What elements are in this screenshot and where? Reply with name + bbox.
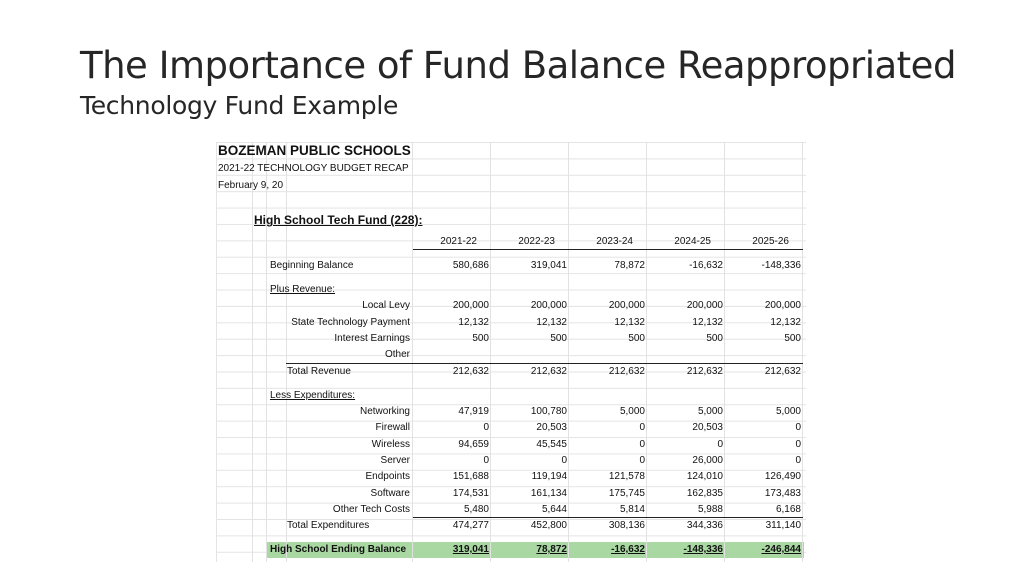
expenditure-item-label: Wireless	[371, 439, 410, 450]
grid-line	[490, 142, 491, 562]
expenditure-item-value: 151,688	[452, 471, 489, 482]
expenditure-item-value: 0	[483, 455, 489, 466]
expenditure-item-value: 173,483	[764, 488, 801, 499]
fund-title: High School Tech Fund (228):	[254, 213, 423, 227]
total-revenue-label: Total Revenue	[287, 366, 351, 377]
total-expenditures-rule	[413, 517, 803, 518]
expenditure-item-value: 0	[483, 422, 489, 433]
revenue-item-value: 200,000	[686, 300, 723, 311]
total-expenditures-value: 311,140	[765, 520, 801, 531]
year-header: 2022-23	[518, 236, 555, 247]
expenditure-item-value: 174,531	[452, 488, 489, 499]
expenditure-item-value: 5,814	[619, 504, 645, 515]
grid-line	[252, 142, 253, 562]
expenditure-item-value: 0	[795, 439, 801, 450]
grid-line	[724, 142, 725, 562]
grid-line	[266, 142, 267, 562]
expenditure-item-value: 0	[561, 455, 567, 466]
expenditure-item-value: 45,545	[536, 439, 567, 450]
revenue-item-value: 500	[472, 333, 489, 344]
revenue-item-value: 200,000	[530, 300, 567, 311]
slide-title: The Importance of Fund Balance Reappropriated	[80, 44, 956, 87]
header-underline	[413, 249, 803, 250]
revenue-item-label: State Technology Payment	[291, 317, 410, 328]
expenditure-item-value: 5,480	[463, 504, 489, 515]
revenue-item-value: 12,132	[536, 317, 567, 328]
report-date: February 9, 20	[218, 180, 284, 191]
expenditure-item-value: 26,000	[692, 455, 723, 466]
expenditure-item-value: 5,644	[541, 504, 567, 515]
expenditure-item-label: Other Tech Costs	[332, 504, 410, 515]
total-expenditures-value: 474,277	[452, 520, 489, 531]
plus-revenue-label: Plus Revenue:	[270, 284, 336, 295]
less-expenditures-label: Less Expenditures:	[270, 390, 356, 401]
revenue-item-value: 500	[550, 333, 567, 344]
total-expenditures-value: 452,800	[530, 520, 567, 531]
year-header: 2023-24	[596, 236, 633, 247]
beginning-balance-label: Beginning Balance	[270, 260, 354, 271]
revenue-item-value: 12,132	[770, 317, 801, 328]
expenditure-item-value: 161,134	[530, 488, 567, 499]
revenue-item-label: Interest Earnings	[334, 333, 410, 344]
total-expenditures-value: 308,136	[608, 520, 645, 531]
total-revenue-value: 212,632	[452, 366, 489, 377]
expenditure-item-value: 5,988	[697, 504, 723, 515]
total-revenue-rule	[286, 363, 803, 364]
expenditure-item-value: 0	[639, 439, 645, 450]
expenditure-item-value: 175,745	[608, 488, 645, 499]
expenditure-item-value: 0	[717, 439, 723, 450]
ending-balance-value: 78,872	[536, 544, 567, 555]
expenditure-item-value: 0	[795, 422, 801, 433]
total-revenue-value: 212,632	[608, 366, 645, 377]
expenditure-item-label: Firewall	[375, 422, 410, 433]
revenue-item-value: 12,132	[614, 317, 645, 328]
beginning-balance-value: 78,872	[614, 260, 645, 271]
expenditure-item-value: 0	[639, 422, 645, 433]
expenditure-item-value: 20,503	[692, 422, 723, 433]
expenditure-item-value: 162,835	[686, 488, 723, 499]
report-title: 2021-22 TECHNOLOGY BUDGET RECAP	[218, 163, 409, 174]
expenditure-item-value: 6,168	[775, 504, 801, 515]
spreadsheet-image	[216, 142, 806, 562]
total-revenue-value: 212,632	[530, 366, 567, 377]
org-name: BOZEMAN PUBLIC SCHOOLS	[218, 143, 411, 158]
grid-line	[568, 142, 569, 562]
expenditure-item-value: 20,503	[536, 422, 567, 433]
expenditure-item-value: 5,000	[775, 406, 801, 417]
grid-line	[646, 142, 647, 562]
ending-balance-value: -246,844	[761, 544, 801, 555]
expenditure-item-label: Server	[380, 455, 410, 466]
year-header: 2024-25	[674, 236, 711, 247]
expenditure-item-label: Endpoints	[365, 471, 410, 482]
expenditure-item-value: 126,490	[764, 471, 801, 482]
revenue-item-label: Local Levy	[362, 300, 410, 311]
beginning-balance-value: -148,336	[761, 260, 801, 271]
expenditure-item-value: 124,010	[686, 471, 723, 482]
expenditure-item-label: Networking	[359, 406, 410, 417]
year-header: 2025-26	[752, 236, 789, 247]
expenditure-item-value: 5,000	[697, 406, 723, 417]
expenditure-item-value: 47,919	[458, 406, 489, 417]
revenue-item-value: 200,000	[764, 300, 801, 311]
expenditure-item-label: Software	[370, 488, 410, 499]
expenditure-item-value: 0	[795, 455, 801, 466]
total-revenue-value: 212,632	[764, 366, 801, 377]
beginning-balance-value: -16,632	[689, 260, 723, 271]
expenditure-item-value: 5,000	[619, 406, 645, 417]
year-header: 2021-22	[440, 236, 477, 247]
revenue-item-value: 200,000	[608, 300, 645, 311]
expenditure-item-value: 0	[639, 455, 645, 466]
revenue-item-value: 500	[706, 333, 723, 344]
beginning-balance-value: 580,686	[452, 260, 489, 271]
revenue-item-value: 200,000	[452, 300, 489, 311]
total-expenditures-value: 344,336	[686, 520, 723, 531]
ending-balance-label: High School Ending Balance	[270, 544, 407, 555]
grid-line	[412, 142, 413, 562]
expenditure-item-value: 94,659	[458, 439, 489, 450]
beginning-balance-value: 319,041	[530, 260, 567, 271]
revenue-item-label: Other	[384, 349, 410, 360]
revenue-item-value: 500	[628, 333, 645, 344]
ending-balance-value: -148,336	[683, 544, 723, 555]
revenue-item-value: 12,132	[458, 317, 489, 328]
total-revenue-value: 212,632	[686, 366, 723, 377]
expenditure-item-value: 121,578	[608, 471, 645, 482]
revenue-item-value: 500	[784, 333, 801, 344]
slide-subtitle: Technology Fund Example	[80, 91, 399, 120]
ending-balance-value: 319,041	[452, 544, 489, 555]
revenue-item-value: 12,132	[692, 317, 723, 328]
grid-line	[802, 142, 803, 562]
total-expenditures-label: Total Expenditures	[287, 520, 370, 531]
expenditure-item-value: 119,194	[531, 471, 567, 482]
expenditure-item-value: 100,780	[530, 406, 567, 417]
ending-balance-value: -16,632	[611, 544, 645, 555]
grid-line	[286, 142, 287, 562]
